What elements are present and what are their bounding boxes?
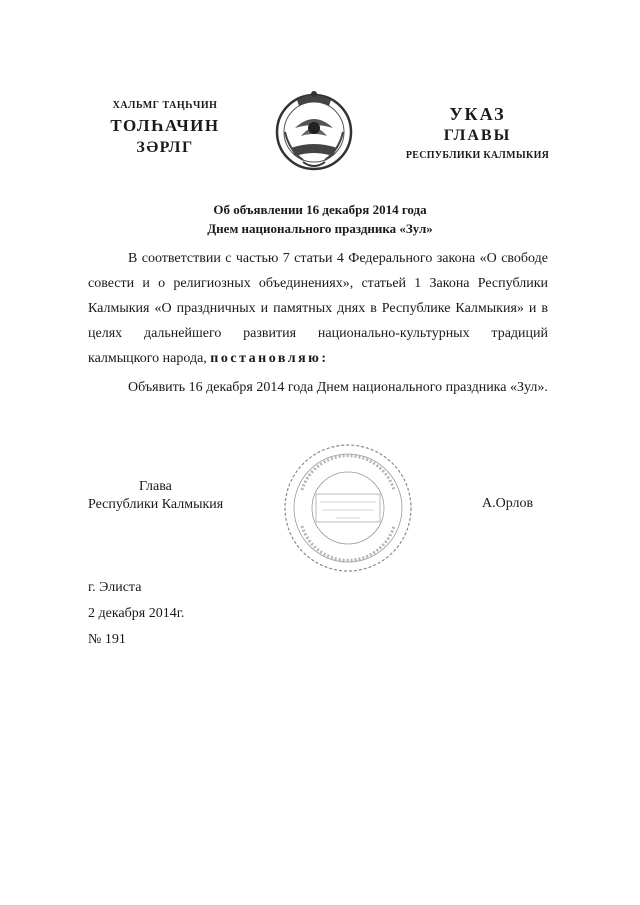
decree-word: постановляю:	[210, 351, 329, 366]
document-body	[88, 246, 548, 400]
signatory-position-line2: Республики Калмыкия	[88, 497, 224, 512]
header-republic-name: РЕСПУБЛИКИ КАЛМЫКИЯ	[405, 150, 550, 161]
paragraph-1-text: В соответствии с частью 7 статьи 4 Федерального закона «О свободе совести и о религиозных объединениях», статьей 1 Закона Республики Калмыкия «О праздничных и памятных днях в Республике Калмыкия» и в целях дальнейшего развития национально-культурных традиций калмыцкого народа,	[88, 251, 548, 366]
official-seal-icon	[280, 440, 416, 576]
header-head-word: ГЛАВЫ	[443, 127, 512, 144]
header-kalmyk-line3: ЗӘРЛГ	[136, 139, 194, 156]
document-footer	[88, 575, 184, 653]
kalmykia-coat-of-arms-icon	[273, 88, 355, 176]
body-paragraph-1	[88, 246, 548, 371]
signatory-position-line1: Глава	[139, 479, 172, 494]
issue-city: г. Элиста	[88, 580, 142, 595]
header-decree-word: УКАЗ	[449, 104, 506, 124]
issue-date: 2 декабря 2014г.	[88, 606, 185, 621]
signatory-name: А.Орлов	[482, 496, 534, 511]
header-kalmyk-line2: ТОЛҺАЧИН	[110, 116, 220, 135]
signatory-position	[88, 478, 223, 514]
title-line2: Днем национального праздника «Зул»	[207, 221, 433, 236]
header-russian-block	[395, 104, 560, 161]
body-paragraph-2: Объявить 16 декабря 2014 года Днем национального праздника «Зул».	[128, 380, 548, 395]
header-kalmyk-block	[80, 100, 250, 157]
document-title	[80, 200, 560, 238]
decree-number: № 191	[88, 632, 126, 647]
header-kalmyk-line1: ХАЛЬМГ ТАҢҺЧИН	[112, 100, 218, 111]
title-line1: Об объявлении 16 декабря 2014 года	[213, 202, 427, 217]
